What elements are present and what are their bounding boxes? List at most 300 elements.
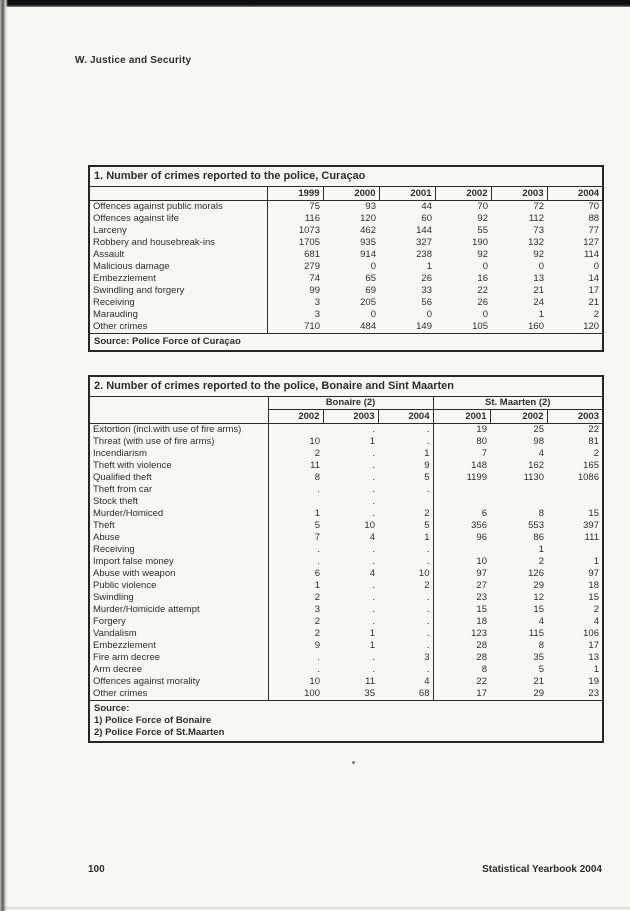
cell-value: 205 xyxy=(360,297,376,308)
year-column-header: 2004 xyxy=(547,187,603,201)
cell-value: 81 xyxy=(588,436,599,447)
cell-value xyxy=(547,544,603,556)
cell-value: 25 xyxy=(533,424,544,435)
cell-value: 397 xyxy=(583,520,599,531)
cell-value: 160 xyxy=(528,321,544,332)
cell-value: 6 xyxy=(481,508,487,519)
cell-value: 73 xyxy=(533,225,544,236)
year-column-header: 2002 xyxy=(490,410,547,424)
year-column-header: 2001 xyxy=(433,410,490,424)
row-label: Swindling xyxy=(89,592,268,604)
cell-value: 116 xyxy=(304,213,320,224)
cell-value: 16 xyxy=(477,273,488,284)
cell-value: 681 xyxy=(304,249,320,260)
cell-value: . xyxy=(378,556,433,568)
cell-value: 115 xyxy=(528,628,544,639)
year-column-header: 2003 xyxy=(491,187,547,201)
cell-value: 75 xyxy=(309,201,320,212)
cell-value: . xyxy=(372,508,375,519)
table-row xyxy=(89,201,603,214)
cell-value: 96 xyxy=(476,532,487,543)
table-row xyxy=(89,580,603,592)
cell-value: 4 xyxy=(593,616,599,627)
cell-value: . xyxy=(317,652,320,663)
scan-edge-left xyxy=(0,0,8,911)
table-row xyxy=(89,568,603,580)
source-line: Source: xyxy=(94,703,130,714)
cell-value: . xyxy=(372,556,375,567)
cell-value: . xyxy=(378,544,433,556)
cell-value: . xyxy=(378,592,433,604)
source-line: 1) Police Force of Bonaire xyxy=(94,715,212,726)
table-row xyxy=(89,556,603,568)
row-label: Other crimes xyxy=(89,321,267,334)
cell-value: 15 xyxy=(533,604,544,615)
table-row xyxy=(89,460,603,472)
cell-value: 935 xyxy=(360,237,376,248)
cell-value: 162 xyxy=(528,460,544,471)
table-row xyxy=(89,604,603,616)
table-row xyxy=(89,640,603,652)
cell-value: 17 xyxy=(588,285,600,296)
cell-value: . xyxy=(372,616,375,627)
cell-value: 55 xyxy=(477,225,488,236)
cell-value: 33 xyxy=(421,285,432,296)
cell-value: 10 xyxy=(309,436,320,447)
table1-year-header-row xyxy=(89,187,603,201)
cell-value xyxy=(268,424,323,437)
source-line: 2) Police Force of St.Maarten xyxy=(94,727,225,738)
row-label-header xyxy=(89,187,267,201)
cell-value: 8 xyxy=(538,508,544,519)
year-column-header: 2002 xyxy=(268,410,323,424)
cell-value: 74 xyxy=(309,273,320,284)
cell-value: 5 xyxy=(314,520,320,531)
cell-value: 1 xyxy=(369,436,375,447)
cell-value: . xyxy=(372,448,375,459)
group-header-bonaire: Bonaire (2) xyxy=(268,397,433,410)
page-number: 100 xyxy=(88,864,105,875)
cell-value: 0 xyxy=(593,261,600,272)
cell-value: 21 xyxy=(588,297,600,308)
row-label-header xyxy=(89,397,268,424)
cell-value: 7 xyxy=(314,532,320,543)
cell-value: 2 xyxy=(314,448,320,459)
cell-value: 80 xyxy=(476,436,487,447)
cell-value: 23 xyxy=(588,688,599,699)
cell-value: 8 xyxy=(481,664,487,675)
cell-value: 2 xyxy=(538,556,544,567)
table-row xyxy=(89,544,603,556)
cell-value: 1 xyxy=(426,261,432,272)
table-row xyxy=(89,472,603,484)
cell-value: 1 xyxy=(538,544,544,555)
cell-value: 132 xyxy=(528,237,544,248)
table1-source: Source: Police Force of Curaçao xyxy=(89,334,603,352)
cell-value: 27 xyxy=(476,580,487,591)
cell-value: 21 xyxy=(533,676,544,687)
table2-group-header-row xyxy=(89,397,603,410)
cell-value: 4 xyxy=(538,448,544,459)
cell-value: 10 xyxy=(378,568,433,580)
cell-value: 0 xyxy=(538,261,544,272)
cell-value: . xyxy=(317,484,320,495)
cell-value: 3 xyxy=(378,652,433,664)
cell-value: 92 xyxy=(533,249,544,260)
page-header: W. Justice and Security xyxy=(75,55,192,66)
cell-value: 126 xyxy=(528,568,544,579)
cell-value: 22 xyxy=(477,285,488,296)
row-label: Qualified theft xyxy=(89,472,268,484)
cell-value: 100 xyxy=(304,688,320,699)
row-label: Abuse with weapon xyxy=(89,568,268,580)
cell-value: 914 xyxy=(360,249,376,260)
cell-value: . xyxy=(372,496,375,507)
table-row xyxy=(89,225,603,237)
cell-value: 1 xyxy=(378,532,433,544)
cell-value: 22 xyxy=(476,676,487,687)
cell-value: 1 xyxy=(593,556,599,567)
table-row xyxy=(89,261,603,273)
cell-value: . xyxy=(372,472,375,483)
cell-value: 22 xyxy=(588,424,599,435)
bonaire-stmaarten-crimes-table xyxy=(88,375,604,743)
table-row xyxy=(89,237,603,249)
cell-value: 99 xyxy=(309,285,320,296)
cell-value: 4 xyxy=(538,616,544,627)
cell-value: 29 xyxy=(533,688,544,699)
cell-value: . xyxy=(378,628,433,640)
table2-body xyxy=(89,424,603,701)
group-header-stmaarten: St. Maarten (2) xyxy=(433,397,603,410)
cell-value: 5 xyxy=(378,520,433,532)
cell-value: 4 xyxy=(378,676,433,688)
row-label: Larceny xyxy=(89,225,267,237)
cell-value: . xyxy=(372,652,375,663)
row-label: Embezzlement xyxy=(89,640,268,652)
table-row xyxy=(89,448,603,460)
cell-value: 18 xyxy=(476,616,487,627)
cell-value: 1 xyxy=(593,664,599,675)
cell-value: 0 xyxy=(482,309,488,320)
table-row xyxy=(89,652,603,664)
table-row xyxy=(89,213,603,225)
row-label: Assault xyxy=(89,249,267,261)
cell-value: 2 xyxy=(593,448,599,459)
cell-value: . xyxy=(372,424,375,435)
table-row xyxy=(89,273,603,285)
cell-value xyxy=(268,496,323,508)
cell-value: 15 xyxy=(588,508,599,519)
cell-value: 1 xyxy=(369,628,375,639)
cell-value: 18 xyxy=(588,580,599,591)
cell-value: 553 xyxy=(528,520,544,531)
scan-edge-top xyxy=(0,0,630,7)
scan-edge-bottom xyxy=(0,906,630,909)
cell-value: 1 xyxy=(314,508,320,519)
table-row xyxy=(89,297,603,309)
cell-value: 148 xyxy=(471,460,487,471)
cell-value: 35 xyxy=(533,652,544,663)
cell-value: 127 xyxy=(583,237,600,248)
row-label: Fire arm decree xyxy=(89,652,268,664)
cell-value: 144 xyxy=(416,225,432,236)
cell-value: 327 xyxy=(416,237,432,248)
table1-title-row xyxy=(89,166,603,187)
cell-value: . xyxy=(378,604,433,616)
scan-speck xyxy=(352,761,355,764)
cell-value: 44 xyxy=(421,201,432,212)
cell-value: . xyxy=(378,640,433,652)
table-row xyxy=(89,484,603,496)
cell-value: . xyxy=(372,484,375,495)
table2-source-row xyxy=(89,701,603,743)
cell-value: 77 xyxy=(588,225,600,236)
cell-value: . xyxy=(372,664,375,675)
cell-value: 279 xyxy=(304,261,320,272)
cell-value: 86 xyxy=(533,532,544,543)
cell-value: 1 xyxy=(378,448,433,460)
year-column-header: 2003 xyxy=(547,410,603,424)
table-row xyxy=(89,285,603,297)
cell-value: 120 xyxy=(583,321,600,332)
cell-value: 17 xyxy=(476,688,487,699)
cell-value: . xyxy=(378,436,433,448)
cell-value: 72 xyxy=(533,201,544,212)
cell-value: 7 xyxy=(481,448,487,459)
cell-value: . xyxy=(372,604,375,615)
cell-value: 9 xyxy=(378,460,433,472)
cell-value: 3 xyxy=(314,309,320,320)
cell-value: 120 xyxy=(360,213,376,224)
table-row xyxy=(89,436,603,448)
cell-value: 98 xyxy=(533,436,544,447)
cell-value: 4 xyxy=(369,568,375,579)
cell-value: 8 xyxy=(538,640,544,651)
year-column-header: 1999 xyxy=(267,187,323,201)
row-label: Import false money xyxy=(89,556,268,568)
cell-value: 12 xyxy=(533,592,544,603)
cell-value: 70 xyxy=(477,201,488,212)
cell-value: 1199 xyxy=(466,472,487,483)
cell-value xyxy=(433,484,490,496)
cell-value xyxy=(490,496,547,508)
cell-value: 93 xyxy=(365,201,376,212)
row-label: Receiving xyxy=(89,297,267,309)
cell-value: 28 xyxy=(476,652,487,663)
cell-value: 13 xyxy=(533,273,544,284)
cell-value: 29 xyxy=(533,580,544,591)
cell-value: 0 xyxy=(426,309,432,320)
cell-value: 356 xyxy=(471,520,487,531)
cell-value xyxy=(490,484,547,496)
row-label: Stock theft xyxy=(89,496,268,508)
cell-value: 5 xyxy=(378,472,433,484)
cell-value: 1 xyxy=(369,640,375,651)
cell-value: 238 xyxy=(416,249,432,260)
cell-value xyxy=(378,496,433,508)
table-row xyxy=(89,664,603,676)
table-row xyxy=(89,592,603,604)
cell-value: 10 xyxy=(476,556,487,567)
row-label: Receiving xyxy=(89,544,268,556)
cell-value: . xyxy=(378,664,433,676)
row-label: Public violence xyxy=(89,580,268,592)
cell-value: 1 xyxy=(314,580,320,591)
row-label: Abuse xyxy=(89,532,268,544)
cell-value: 97 xyxy=(476,568,487,579)
cell-value: 24 xyxy=(533,297,544,308)
cell-value: 1086 xyxy=(577,472,599,483)
cell-value: . xyxy=(317,664,320,675)
cell-value: 11 xyxy=(310,460,320,471)
table-row xyxy=(89,688,603,701)
cell-value: 0 xyxy=(370,309,376,320)
cell-value: 56 xyxy=(421,297,432,308)
cell-value: 5 xyxy=(538,664,544,675)
row-label: Threat (with use of fire arms) xyxy=(89,436,268,448)
cell-value: 13 xyxy=(588,652,599,663)
cell-value: 165 xyxy=(583,460,599,471)
cell-value: . xyxy=(372,544,375,555)
cell-value: 21 xyxy=(533,285,544,296)
cell-value: 0 xyxy=(482,261,488,272)
footer-publication-title: Statistical Yearbook 2004 xyxy=(482,864,602,875)
table-row xyxy=(89,309,603,321)
cell-value: 0 xyxy=(370,261,376,272)
cell-value xyxy=(433,496,490,508)
table-row xyxy=(89,424,603,437)
cell-value: 11 xyxy=(365,676,375,687)
cell-value: 35 xyxy=(364,688,375,699)
row-label: Embezzlement xyxy=(89,273,267,285)
table1-body xyxy=(89,201,603,334)
cell-value: 19 xyxy=(588,676,599,687)
cell-value: 710 xyxy=(304,321,320,332)
table-row xyxy=(89,321,603,334)
cell-value: 8 xyxy=(314,472,320,483)
cell-value: 6 xyxy=(314,568,320,579)
cell-value: . xyxy=(372,460,375,471)
cell-value: 190 xyxy=(472,237,488,248)
table1-title: 1. Number of crimes reported to the police, Curaçao xyxy=(89,166,603,187)
cell-value: 1705 xyxy=(298,237,320,248)
cell-value: 123 xyxy=(471,628,487,639)
cell-value: 17 xyxy=(588,640,599,651)
cell-value: 3 xyxy=(314,297,320,308)
cell-value: 114 xyxy=(583,249,600,260)
cell-value: 69 xyxy=(365,285,376,296)
cell-value: 111 xyxy=(584,532,599,543)
row-label: Other crimes xyxy=(89,688,268,701)
cell-value: 9 xyxy=(314,640,320,651)
table-row xyxy=(89,616,603,628)
cell-value: 462 xyxy=(360,225,376,236)
cell-value: 26 xyxy=(477,297,488,308)
row-label: Murder/Homiced xyxy=(89,508,268,520)
cell-value: 26 xyxy=(421,273,432,284)
cell-value: 19 xyxy=(476,424,487,435)
row-label: Incendiarism xyxy=(89,448,268,460)
cell-value: 105 xyxy=(472,321,488,332)
cell-value: 92 xyxy=(477,249,488,260)
table-row xyxy=(89,628,603,640)
row-label: Offences against public morals xyxy=(89,201,267,214)
cell-value: 112 xyxy=(528,213,544,224)
cell-value: 1130 xyxy=(523,472,544,483)
table-row xyxy=(89,676,603,688)
curacao-crimes-table xyxy=(88,165,604,352)
row-label: Offences against morality xyxy=(89,676,268,688)
cell-value: . xyxy=(372,592,375,603)
cell-value: 65 xyxy=(365,273,376,284)
row-label: Vandalism xyxy=(89,628,268,640)
row-label: Malicious damage xyxy=(89,261,267,273)
cell-value: 106 xyxy=(583,628,599,639)
cell-value: 70 xyxy=(588,201,600,212)
row-label: Offences against life xyxy=(89,213,267,225)
cell-value: 1073 xyxy=(298,225,320,236)
cell-value: 60 xyxy=(421,213,432,224)
table-row xyxy=(89,520,603,532)
row-label: Theft from car xyxy=(89,484,268,496)
cell-value: 484 xyxy=(360,321,376,332)
cell-value xyxy=(547,484,603,496)
cell-value: 15 xyxy=(588,592,599,603)
cell-value: 88 xyxy=(588,213,600,224)
row-label: Arm decree xyxy=(89,664,268,676)
cell-value: . xyxy=(372,580,375,591)
cell-value: 2 xyxy=(314,592,320,603)
cell-value: 15 xyxy=(476,604,487,615)
cell-value: 14 xyxy=(588,273,600,284)
cell-value: 92 xyxy=(477,213,488,224)
row-label: Murder/Homicide attempt xyxy=(89,604,268,616)
year-column-header: 2003 xyxy=(323,410,378,424)
cell-value: . xyxy=(317,544,320,555)
cell-value: 10 xyxy=(309,676,320,687)
cell-value: 2 xyxy=(378,508,433,520)
row-label: Marauding xyxy=(89,309,267,321)
table1-source-row xyxy=(89,334,603,352)
row-label: Swindling and forgery xyxy=(89,285,267,297)
cell-value: 1 xyxy=(538,309,544,320)
cell-value: 2 xyxy=(378,580,433,592)
cell-value xyxy=(547,496,603,508)
cell-value: 4 xyxy=(369,532,375,543)
row-label: Theft xyxy=(89,520,268,532)
cell-value: . xyxy=(378,424,433,437)
table-row xyxy=(89,496,603,508)
cell-value: 2 xyxy=(314,616,320,627)
year-column-header: 2001 xyxy=(379,187,435,201)
cell-value: . xyxy=(378,484,433,496)
table2-title-row xyxy=(89,376,603,397)
cell-value: 2 xyxy=(593,309,600,320)
cell-value: 97 xyxy=(588,568,599,579)
table2-title: 2. Number of crimes reported to the police, Bonaire and Sint Maarten xyxy=(89,376,603,397)
cell-value: . xyxy=(378,616,433,628)
cell-value: 23 xyxy=(476,592,487,603)
table-row xyxy=(89,508,603,520)
table-row xyxy=(89,249,603,261)
year-column-header: 2004 xyxy=(378,410,433,424)
row-label: Extortion (incl.with use of fire arms) xyxy=(89,424,268,437)
cell-value: . xyxy=(317,556,320,567)
row-label: Theft with violence xyxy=(89,460,268,472)
row-label: Robbery and housebreak-ins xyxy=(89,237,267,249)
cell-value: 2 xyxy=(593,604,599,615)
